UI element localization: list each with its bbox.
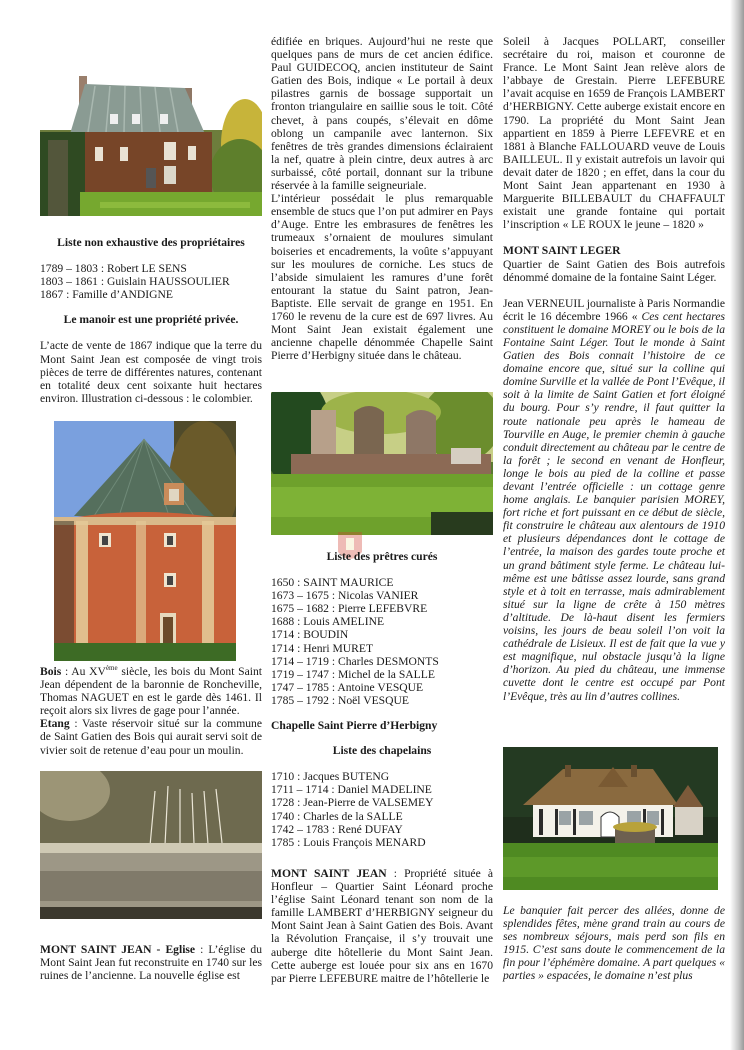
priest-entry: 1747 – 1785 : Antoine VESQUE bbox=[271, 680, 424, 694]
mont-saint-leger-title: MONT SAINT LEGER bbox=[503, 244, 621, 258]
etang-entry: Etang : Vaste réservoir situé sur la commune de Saint Gatien des Bois qui aurait servi soit de vivier soit de retenue d’eau pour un moulin. bbox=[40, 717, 262, 757]
chaplain-entry: 1740 : Charles de la SALLE bbox=[271, 809, 403, 823]
eglise-label: MONT SAINT JEAN - Eglise bbox=[40, 943, 196, 956]
manor-house-photo bbox=[40, 74, 262, 216]
priest-entry: 1719 – 1747 : Michel de la SALLE bbox=[271, 667, 435, 681]
pond-sepia-photo bbox=[40, 771, 262, 919]
bois-label: Bois bbox=[40, 665, 62, 678]
chaplain-entry: 1785 : Louis François MENARD bbox=[271, 835, 426, 849]
owners-list-title: Liste non exhaustive des propriétaires bbox=[57, 236, 245, 249]
priests-list-title: Liste des prêtres curés bbox=[326, 550, 438, 563]
eglise-paragraph: MONT SAINT JEAN - Eglise : L’église du Mont Saint Jean fut reconstruite en 1740 sur les ruines de l’ancienne. La nouvelle église est bbox=[40, 943, 262, 983]
etang-label: Etang bbox=[40, 717, 70, 731]
dovecote-photo bbox=[54, 421, 236, 661]
private-property-note: Le manoir est une propriété privée. bbox=[63, 313, 239, 327]
sale-act-paragraph: L’acte de vente de 1867 indique que la terre du Mont Saint Jean est composée de vingt trois pièces de terre de différentes natures, contenant en totalité deux cent soixante huit hectares environ. Illustration ci-dessous : le colombier. bbox=[40, 339, 262, 405]
priest-entry: 1714 – 1719 : Charles DESMONTS bbox=[271, 654, 439, 668]
cottage-photo bbox=[503, 747, 718, 890]
priest-entry: 1688 : Louis AMELINE bbox=[271, 615, 385, 629]
priest-entry: 1714 : BOUDIN bbox=[271, 628, 349, 642]
column-2-top bbox=[271, 35, 493, 362]
chaplain-entry: 1710 : Jacques BUTENG bbox=[271, 770, 390, 784]
chaplain-entry: 1728 : Jean-Pierre de VALSEMEY bbox=[271, 796, 434, 810]
owners-list bbox=[40, 262, 262, 301]
column-3-top bbox=[503, 35, 725, 703]
owner-entry: 1803 – 1861 : Guislain HAUSSOULIER bbox=[40, 275, 230, 289]
priests-list bbox=[271, 576, 493, 707]
bois-etang-paragraph bbox=[40, 665, 262, 757]
priest-entry: 1675 – 1682 : Pierre LEFEBVRE bbox=[271, 602, 428, 616]
priest-entry: 1673 – 1675 : Nicolas VANIER bbox=[271, 589, 419, 603]
mont-saint-jean-paragraph: MONT SAINT JEAN : Propriété située à Honfleur – Quartier Saint Léonard proche l’église Saint Léonard tenant son nom de la famille LAMBERT d’HERBIGNY seigneur du Mont Saint Jean à Saint Gatien des Bois. Avant la Révolution Française, il s’y trouvait une auberge dite hôtellerie du Mont Saint Jean. Cette auberge est louée pour six ans en 1670 par Pierre LEFEBURE maitre de l’hôtellerie le bbox=[271, 867, 493, 985]
owner-entry: 1867 : Famille d’ANDIGNE bbox=[40, 288, 173, 302]
mont-saint-leger-description: Quartier de Saint Gatien des Bois autrefois dénommé domaine de la fontaine Saint Léger. bbox=[503, 257, 725, 284]
mont-saint-jean-label: MONT SAINT JEAN bbox=[271, 867, 387, 880]
verneuil-quote-paragraph: Jean VERNEUIL journaliste à Paris Normandie écrit le 16 décembre 1966 « Ces cent hectares constituent le domaine MOREY ou le bois de la Fontaine Saint Léger. Tout le monde à Saint Gatien des Bois connait l’histoire de ce domaine encore que, situé sur la colline qui domine Surville et la vallée de Pont l’Evêque, il soit à la limite de Saint Gatien et fort éloigné du bourg. Pour s’y rendre, il faut quitter la route nationale peu après le hameau de Tourville en Auge, le premier chemin à gauche conduit directement au château par le centre de la forêt ; le second en venant de Honfleur, longe le bois au pied de la colline et passe devant l’entrée officielle : un cottage genre home anglais. Le banquier parisien MOREY, fort riche et fort puissant en ce début de siècle, fit construire le château aux alentours de 1910 et plusieurs dépendances dont le cottage de l’entrée, la maison des gardes toute proche et un grand bâtiment style ferme. Le château lui-même est une bâtisse assez lourde, sans grand style et à toit en terrasse, mais admirablement situé sur la ligne de crête à 150 mètres d’altitude. De là-haut disent les fermiers voisins, les jours de beau soleil l’on voit la cathédrale de Lisieux. Il est de fait que la vue y est magnifique, nul obstacle jusqu’à la ligne d’horizon. Au pied du château, une immense cuvette dont le centre est occupé par Pont l’Evêque, très au lin d’autres collines. bbox=[503, 296, 725, 703]
chapel-title: Chapelle Saint Pierre d’Herbigny bbox=[271, 719, 438, 733]
inn-history-paragraph: Soleil à Jacques POLLART, conseiller secrétaire du roi, maison et couronne de France. Le Mont Saint Jean relève alors de l’abbaye de Grestain. Pierre LEFEBURE l’avait acquise en 1659 de François LAMBERT d’HERBIGNY. Cette auberge existait encore en 1790. La propriété du Mont Saint Jean appartient en 1859 à Pierre LEFEVRE et en 1881 à Blanche FALLOUARD veuve de Louis BAILLEUL. Il y existait autrefois un lavoir qui devait dater de 1820 ; en effet, dans la cour du Mont Saint Jean appartenant en 1930 à Marguerite BILLEBAULT du CHAFFAULT existait une grande fontaine qui portait l’inscription « LE ROUX le jeune – 1820 » bbox=[503, 35, 725, 232]
church-description-paragraph: édifiée en briques. Aujourd’hui ne reste que quelques pans de murs de cet ancien édifice. Paul GUIDECOQ, ancien instituteur de Saint Gatien des Bois, indique « Le portail à deux pilastres garnis de bossage supportait un fronton triangulaire en saillie sous le toit. Côté chevet, à pans coupés, s’élevait en dôme oblong un campanile avec lanternon. Six fenêtres de très grandes dimensions éclairaient la nef, quatre à plein cintre, deux autres à arc surbaissé, côté portail, donnant sur la tribune réservée à la famille seigneuriale. bbox=[271, 35, 493, 193]
chaplain-entry: 1711 – 1714 : Daniel MADELINE bbox=[271, 783, 432, 797]
chaplain-entry: 1742 – 1783 : René DUFAY bbox=[271, 822, 403, 836]
church-ruins-photo bbox=[271, 392, 493, 535]
column-1 bbox=[40, 236, 262, 405]
church-interior-paragraph: L’intérieur possédait le plus remarquable ensemble de stucs que l’on put admirer en Pays d’Auge. Entre les embrasures de fenêtres les trumeaux s’ornaient de moulures simulant boiseries et encadrements, la voûte s’appuyant sur les moulures de corniche. Les stucs de l’abside simulaient les ramures d’une forêt entourant la statue du Saint patron, Jean-Baptiste. Elle servait de grange en 1951. En 1760 le revenu de la cure est de 697 livres. Au Mont Saint Jean existait également une ancienne chapelle dénommée Chapelle Saint Pierre d’Herbigny située dans le château. bbox=[271, 192, 493, 363]
owner-entry: 1789 – 1803 : Robert LE SENS bbox=[40, 262, 187, 276]
banker-paragraph: Le banquier fait percer des allées, donne de splendides fêtes, mène grand train au cours de ses nombreux séjours, mais perd son fils en 1915. C’est sans doute le commencement de la fin pour l’éphémère domaine. A part quelques « parties » espacées, le domaine n’est plus bbox=[503, 904, 725, 983]
bois-entry: Bois : Au XVème siècle, les bois du Mont Saint Jean dépendent de la baronnie de Roncheville, Thomas NAGUET en est le garde dès 1461. Il reçoit alors six livres de gage pour l’année. bbox=[40, 664, 262, 718]
page-edge-shadow bbox=[730, 0, 744, 1050]
chaplains-list-title: Liste des chapelains bbox=[332, 744, 432, 758]
column-2-lists bbox=[271, 550, 493, 849]
priest-entry: 1650 : SAINT MAURICE bbox=[271, 576, 394, 590]
chaplains-list bbox=[271, 770, 493, 849]
priest-entry: 1785 – 1792 : Noël VESQUE bbox=[271, 693, 409, 707]
priest-entry: 1714 : Henri MURET bbox=[271, 641, 374, 655]
